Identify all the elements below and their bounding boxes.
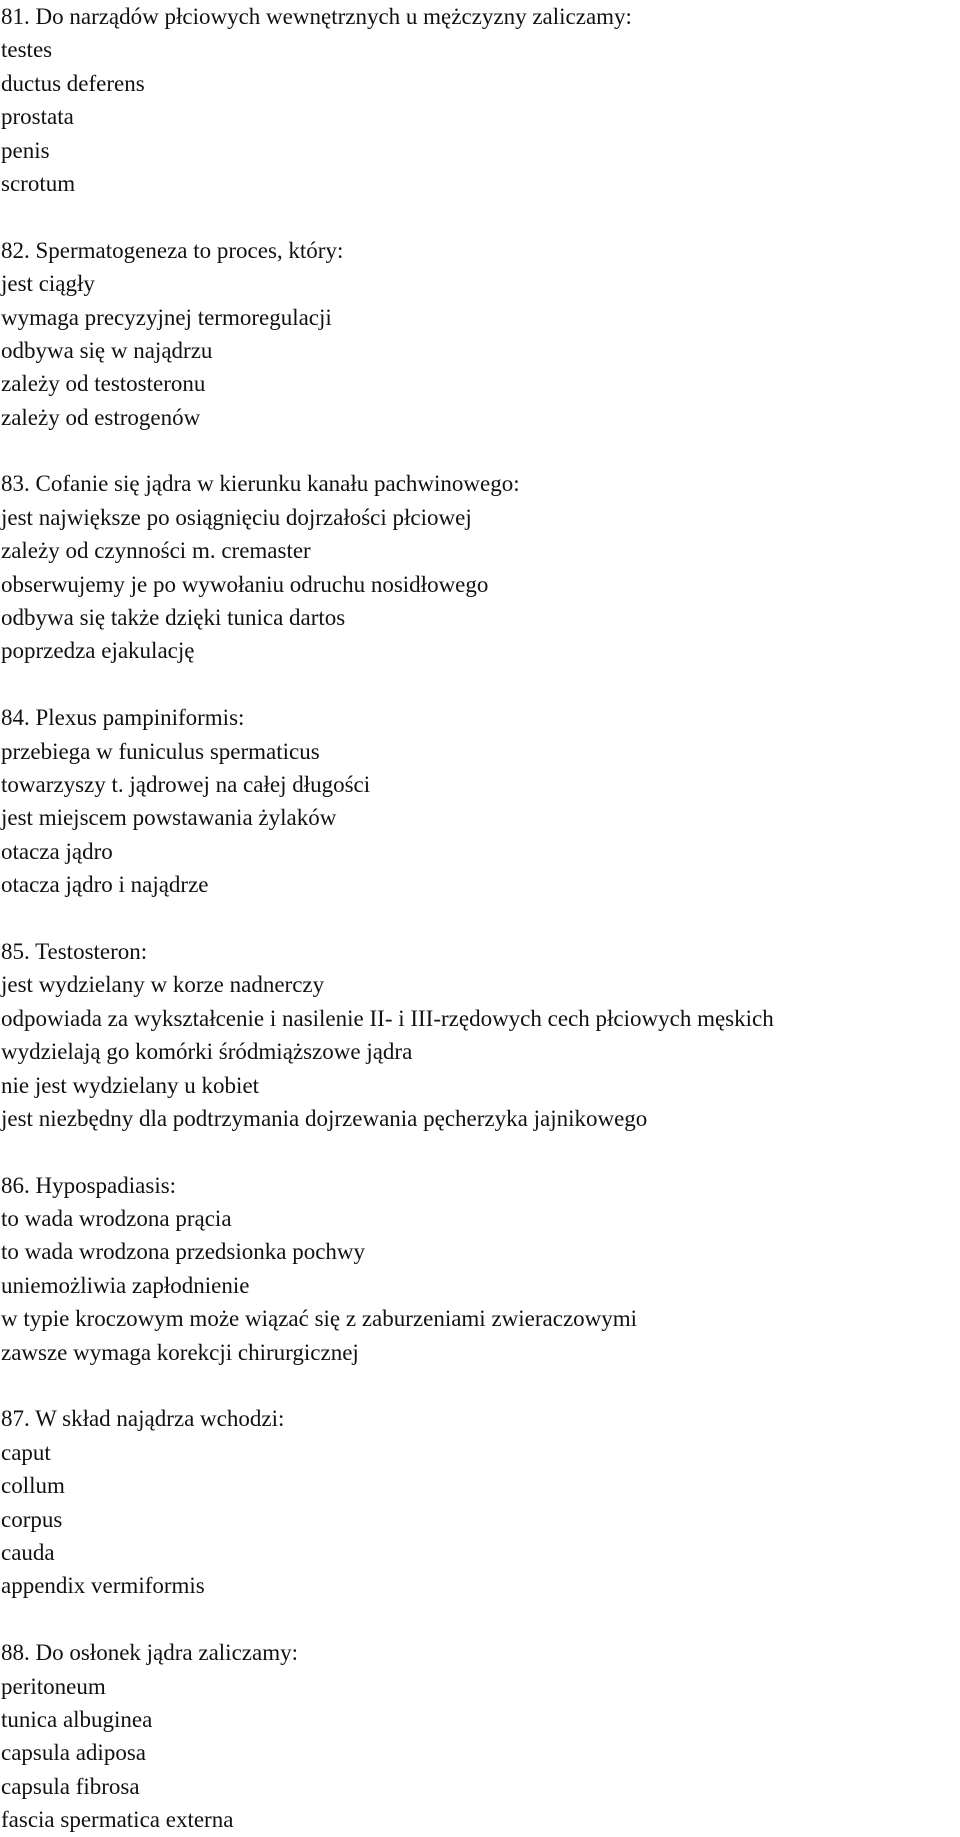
answer-option: ductus deferens (1, 70, 145, 96)
answer-list (1, 267, 960, 434)
answer-option: scrotum (1, 170, 76, 196)
answer-option: wymaga precyzyjnej termoregulacji (1, 304, 332, 330)
answer-option: corpus (1, 1506, 63, 1532)
answer-option: obserwujemy je po wywołaniu odruchu nosidłowego (1, 571, 489, 597)
question-87 (1, 1402, 960, 1602)
answer-option: zależy od testosteronu (1, 371, 206, 397)
question-header: 87. W skład najądrza wchodzi: (1, 1406, 285, 1432)
question-header: 85. Testosteron: (1, 938, 148, 964)
question-header: 81. Do narządów płciowych wewnętrznych u mężczyzny zaliczamy: (1, 4, 632, 29)
question-83 (1, 467, 960, 667)
answer-option: penis (1, 137, 50, 163)
answer-option: collum (1, 1473, 65, 1499)
answer-list (1, 968, 960, 1135)
answer-option: wydzielają go komórki śródmiąższowe jądra (1, 1039, 413, 1065)
answer-option: testes (1, 37, 53, 63)
question-88 (1, 1636, 960, 1836)
answer-option: capsula fibrosa (1, 1773, 140, 1799)
question-82 (1, 234, 960, 434)
answer-option: odbywa się w najądrzu (1, 337, 213, 363)
answer-list (1, 33, 960, 200)
answer-option: prostata (1, 104, 74, 130)
answer-option: capsula adiposa (1, 1740, 146, 1766)
answer-option: otacza jądro i najądrze (1, 872, 209, 898)
answer-option: caput (1, 1439, 51, 1465)
question-header: 88. Do osłonek jądra zaliczamy: (1, 1640, 298, 1666)
answer-option: to wada wrodzona przedsionka pochwy (1, 1239, 366, 1265)
answer-option: peritoneum (1, 1673, 106, 1699)
question-85 (1, 935, 960, 1135)
answer-option: w typie kroczowym może wiązać się z zaburzeniami zwieraczowymi (1, 1306, 638, 1332)
answer-option: fascia spermatica externa (1, 1807, 234, 1833)
answer-option: zależy od estrogenów (1, 404, 201, 430)
answer-option: jest ciągły (1, 271, 95, 297)
question-81 (1, 0, 960, 200)
answer-option: jest największe po osiągnięciu dojrzałości płciowej (1, 504, 472, 530)
answer-option: jest miejscem powstawania żylaków (1, 805, 337, 831)
answer-list (1, 1436, 960, 1603)
question-86 (1, 1169, 960, 1369)
answer-option: odpowiada za wykształcenie i nasilenie II- i III-rzędowych cech płciowych męskich (1, 1005, 774, 1031)
answer-option: otacza jądro (1, 838, 113, 864)
answer-option: nie jest wydzielany u kobiet (1, 1072, 260, 1098)
answer-option: to wada wrodzona prącia (1, 1206, 232, 1232)
question-84 (1, 701, 960, 901)
question-header: 84. Plexus pampiniformis: (1, 705, 245, 731)
answer-list (1, 501, 960, 668)
question-header: 82. Spermatogeneza to proces, który: (1, 237, 344, 263)
answer-option: zależy od czynności m. cremaster (1, 538, 311, 564)
answer-option: przebiega w funiculus spermaticus (1, 738, 320, 764)
answer-option: appendix vermiformis (1, 1573, 205, 1599)
answer-list (1, 1670, 960, 1837)
answer-option: zawsze wymaga korekcji chirurgicznej (1, 1339, 359, 1365)
answer-option: uniemożliwia zapłodnienie (1, 1272, 250, 1298)
question-header: 83. Cofanie się jądra w kierunku kanału pachwinowego: (1, 471, 520, 497)
question-header: 86. Hypospadiasis: (1, 1172, 177, 1198)
answer-list (1, 735, 960, 902)
answer-option: cauda (1, 1539, 55, 1565)
answer-option: towarzyszy t. jądrowej na całej długości (1, 771, 371, 797)
answer-option: jest wydzielany w korze nadnerczy (1, 972, 325, 998)
answer-option: poprzedza ejakulację (1, 638, 195, 664)
answer-option: jest niezbędny dla podtrzymania dojrzewania pęcherzyka jajnikowego (1, 1105, 648, 1131)
answer-list (1, 1202, 960, 1369)
answer-option: odbywa się także dzięki tunica dartos (1, 605, 346, 631)
answer-option: tunica albuginea (1, 1706, 153, 1732)
